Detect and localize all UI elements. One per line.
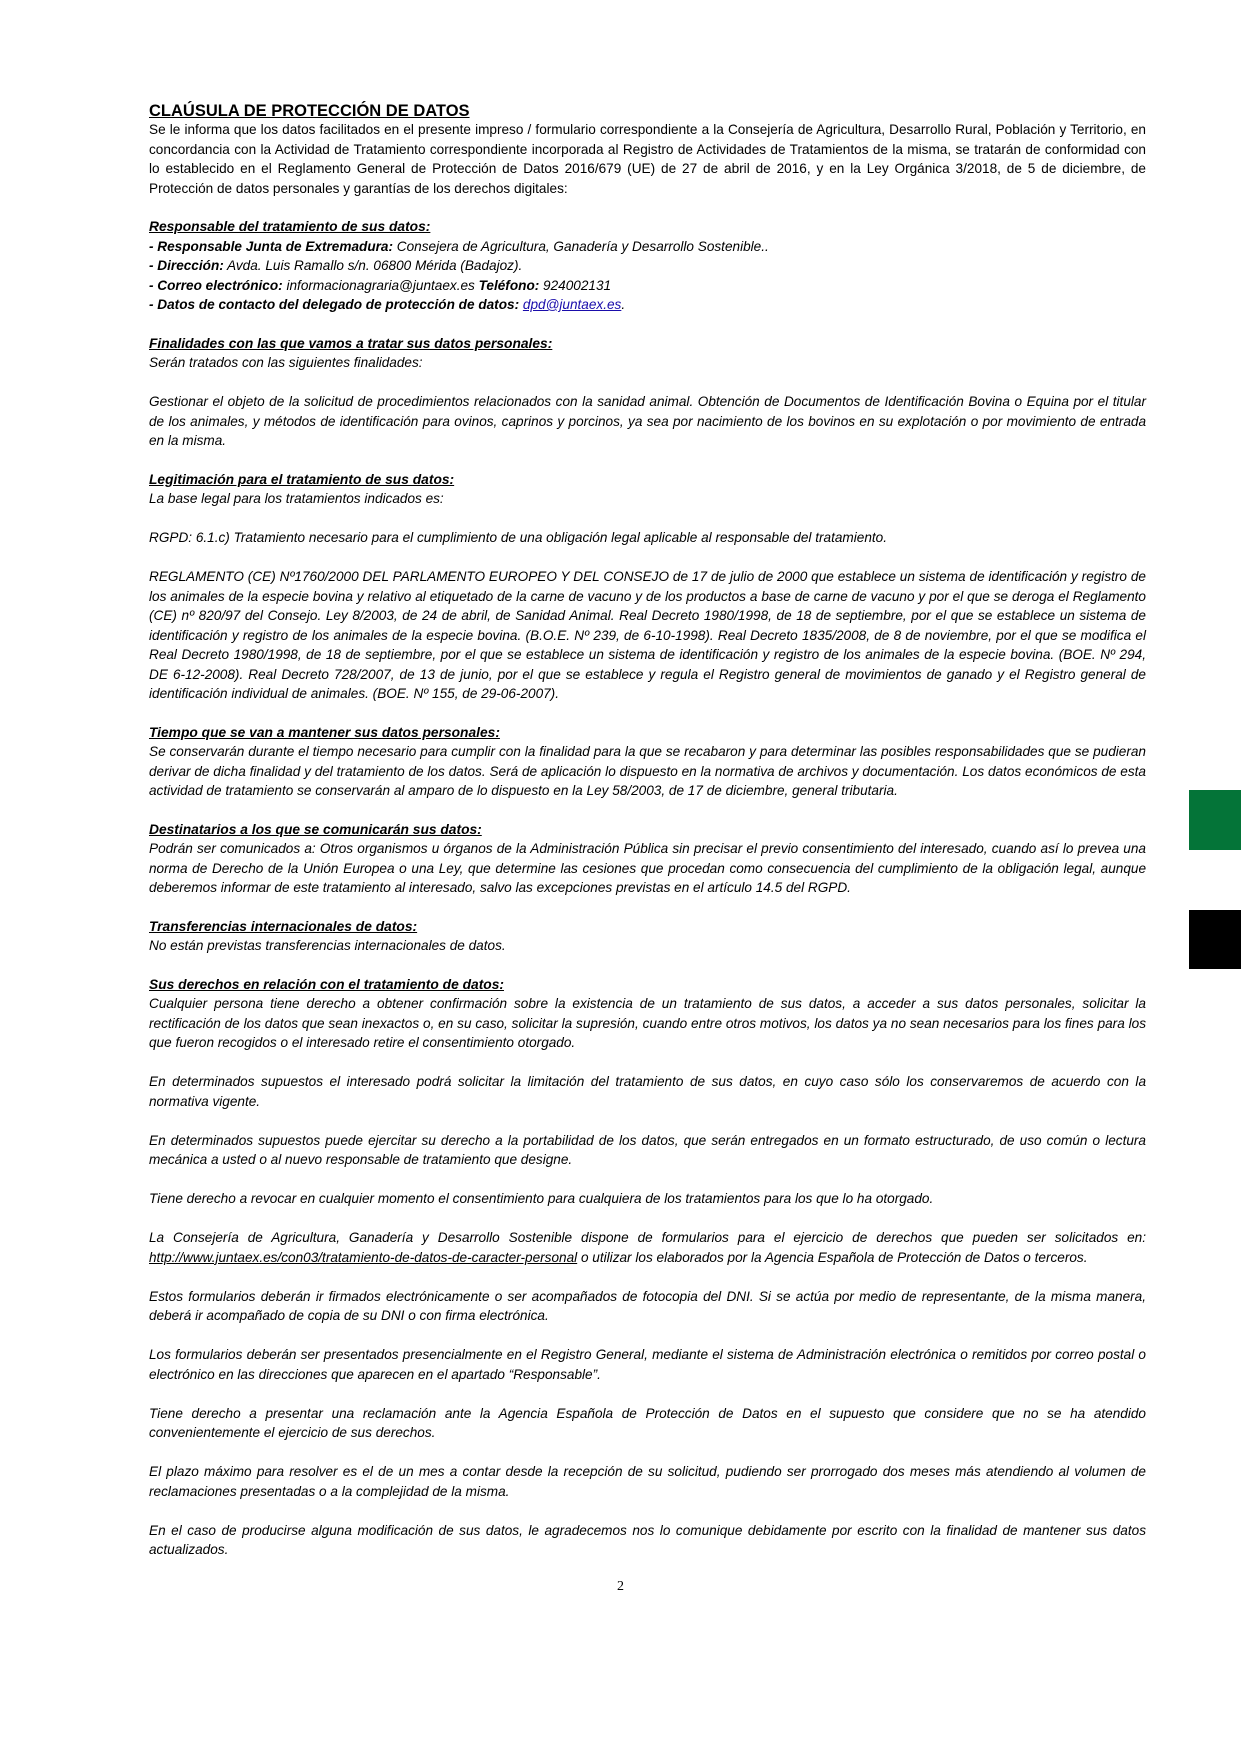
- dpd-end: .: [621, 297, 626, 312]
- derechos-p10: En el caso de producirse alguna modificación de sus datos, le agradecemos nos lo comunique debidamente por escrito con la finalidad de mantener sus datos actualizados.: [149, 1522, 1146, 1557]
- destinatarios-p1: Podrán ser comunicados a: Otros organismos u órganos de la Administración Pública sin precisar el previo consentimiento del interesado, cuando así lo prevea una norma de Derecho de la Unión Europea o una Ley, que determine las cesiones que procedan como consecuencia del cumplimiento de la obligación legal, aunque deberemos informar de este tratamiento al interesado, salvo las excepciones previstas en el artículo 14.5 del RGPD.: [149, 841, 1146, 895]
- section-heading-legitimacion: Legitimación para el tratamiento de sus datos:: [149, 471, 455, 487]
- derechos-p8: Tiene derecho a presentar una reclamación ante la Agencia Española de Protección de Datos en el supuesto que considere que no se ha atendido convenientemente el ejercicio de sus derechos.: [149, 1405, 1146, 1440]
- page-title: CLAÚSULA DE PROTECCIÓN DE DATOS: [149, 102, 470, 120]
- legitimacion-p1: La base legal para los tratamientos indicados es:: [149, 491, 444, 506]
- section-heading-derechos: Sus derechos en relación con el tratamiento de datos:: [149, 976, 504, 992]
- section-transferencias: [149, 917, 1146, 956]
- direccion-line: [149, 256, 1146, 276]
- tiempo-p1: Se conservarán durante el tiempo necesario para cumplir con la finalidad para la que se recabaron y para determinar las posibles responsabilidades que se pudieran derivar de dicha finalidad y del tratamiento de los datos. Será de aplicación lo dispuesto en la normativa de archivos y documentación. Los datos económicos de esta actividad de tratamiento se conservarán al amparo de lo dispuesto en la Ley 58/2003, de 17 de diciembre, general tributaria.: [149, 744, 1146, 798]
- document-page: [149, 102, 1146, 1560]
- section-heading-finalidades: Finalidades con las que vamos a tratar sus datos personales:: [149, 335, 553, 351]
- derechos-p3: En determinados supuestos puede ejercitar su derecho a la portabilidad de los datos, que serán entregados en un formato estructurado, de uso común o lectura mecánica a usted o al nuevo responsable de tratamiento que designe.: [149, 1132, 1146, 1167]
- derechos-p1: Cualquier persona tiene derecho a obtener confirmación sobre la existencia de un tratamiento de sus datos, a acceder a sus datos personales, solicitar la rectificación de los datos que sean inexactos o, en su caso, solicitar la supresión, cuando entre otros motivos, los datos ya no sean necesarios para los fines para los que fueron recogidos o el interesado retire el consentimiento otorgado.: [149, 996, 1146, 1050]
- derechos-p5-start: La Consejería de Agricultura, Ganadería y Desarrollo Sostenible dispone de formularios para el ejercicio de derechos que pueden ser solicitados en:: [149, 1230, 1146, 1245]
- derechos-p7: Los formularios deberán ser presentados presencialmente en el Registro General, mediante el sistema de Administración electrónica o remitidos por correo postal o electrónico en las direcciones que aparecen en el apartado “Responsable”.: [149, 1347, 1146, 1382]
- dpd-email-link[interactable]: dpd@juntaex.es: [522, 297, 622, 312]
- section-finalidades: [149, 334, 1146, 451]
- section-responsible: [149, 217, 1146, 315]
- section-heading-destinatarios: Destinatarios a los que se comunicarán sus datos:: [149, 821, 482, 837]
- derechos-p9: El plazo máximo para resolver es el de un mes a contar desde la recepción de su solicitud, pudiendo ser prorrogado dos meses más atendiendo al volumen de reclamaciones presentadas o a la complejidad de la misma.: [149, 1464, 1146, 1499]
- responsable-label: - Responsable Junta de Extremadura:: [149, 238, 393, 254]
- section-heading-transferencias: Transferencias internacionales de datos:: [149, 918, 418, 934]
- finalidades-p1: Serán tratados con las siguientes finalidades:: [149, 355, 423, 370]
- dpd-label: - Datos de contacto del delegado de protección de datos:: [149, 297, 520, 312]
- section-legitimacion: [149, 470, 1146, 704]
- direccion-value: Avda. Luis Ramallo s/n. 06800 Mérida (Badajoz).: [223, 258, 523, 273]
- derechos-forms-link[interactable]: http://www.juntaex.es/con03/tratamiento-de-datos-de-caracter-personal: [149, 1249, 578, 1265]
- finalidades-p2: Gestionar el objeto de la solicitud de procedimientos relacionados con la sanidad animal. Obtención de Documentos de Identificación Bovina o Equina por el titular de los animales, y métodos de identificación para ovinos, caprinos y porcinos, ya sea por nacimiento de los bovinos en su explotación o por movimiento de entrada en la misma.: [149, 394, 1146, 448]
- legitimacion-p2: RGPD: 6.1.c) Tratamiento necesario para el cumplimiento de una obligación legal aplicable al responsable del tratamiento.: [149, 530, 887, 545]
- derechos-p6: Estos formularios deberán ir firmados electrónicamente o ser acompañados de fotocopia del DNI. Si se actúa por medio de representante, de la misma manera, deberá ir acompañado de copia de su DNI o con firma electrónica.: [149, 1288, 1146, 1323]
- telefono-value: 924002131: [539, 277, 612, 293]
- responsable-value: Consejera de Agricultura, Ganadería y Desarrollo Sostenible..: [393, 238, 769, 254]
- section-destinatarios: [149, 820, 1146, 898]
- derechos-p5: [149, 1228, 1146, 1267]
- direccion-label: - Dirección:: [149, 258, 224, 273]
- page-number: 2: [617, 1579, 624, 1594]
- derechos-p2: En determinados supuestos el interesado podrá solicitar la limitación del tratamiento de sus datos, en cuyo caso sólo los conservaremos de acuerdo con la normativa vigente.: [149, 1074, 1146, 1109]
- intro-paragraph: Se le informa que los datos facilitados en el presente impreso / formulario correspondiente a la Consejería de Agricultura, Desarrollo Rural, Población y Territorio, en concordancia con la Actividad de Tratamiento correspondiente incorporada al Registro de Actividades de Tratamientos de la misma, se tratarán de conformidad con lo establecido en el Reglamento General de Protección de Datos 2016/679 (UE) de 27 de abril de 2016, y en la Ley Orgánica 3/2018, de 5 de diciembre, de Protección de datos personales y garantías de los derechos digitales:: [149, 122, 1146, 196]
- dpd-line: [149, 295, 1146, 315]
- legitimacion-p3: REGLAMENTO (CE) Nº1760/2000 DEL PARLAMENTO EUROPEO Y DEL CONSEJO de 17 de julio de 2000 que establece un sistema de identificación y registro de los animales de la especie bovina y relativo al etiquetado de la carne de vacuno y de los productos a base de carne de vacuno y por el que se deroga el Reglamento (CE) nº 820/97 del Consejo. Ley 8/2003, de 24 de abril, de Sanidad Animal. Real Decreto 1980/1998, de 18 de septiembre, por el que se establece un sistema de identificación y registro de los animales de la especie bovina. (B.O.E. Nº 239, de 6-10-1998). Real Decreto 1835/2008, de 8 de noviembre, por el que se modifica el Real Decreto 1980/1998, de 18 de septiembre, por el que se establece un sistema de identificación y registro de los animales de la especie bovina. (BOE. Nº 294, DE 6-12-2008). Real Decreto 728/2007, de 13 de junio, por el que se establece y regula el Registro general de movimientos de ganado y el Registro general de identificación individual de animales. (BOE. Nº 155, de 29-06-2007).: [149, 569, 1146, 701]
- correo-label: - Correo electrónico:: [149, 277, 283, 293]
- section-tiempo: [149, 723, 1146, 801]
- derechos-p4: Tiene derecho a revocar en cualquier momento el consentimiento para cualquiera de los tratamientos para los que lo ha otorgado.: [149, 1191, 934, 1206]
- black-edge-tab: [1189, 910, 1241, 969]
- correo-value: informacionagraria@juntaex.es: [282, 277, 479, 293]
- correo-line: [149, 276, 1146, 296]
- transferencias-p1: No están previstas transferencias internacionales de datos.: [149, 938, 506, 953]
- derechos-p5-end: o utilizar los elaborados por la Agencia Española de Protección de Datos o terceros.: [577, 1249, 1088, 1265]
- section-heading-tiempo: Tiempo que se van a mantener sus datos personales:: [149, 724, 500, 740]
- section-heading-responsible: Responsable del tratamiento de sus datos:: [149, 219, 431, 234]
- responsable-line: [149, 237, 1146, 257]
- green-edge-tab: [1189, 790, 1241, 850]
- section-derechos: [149, 975, 1146, 1560]
- telefono-label: Teléfono:: [478, 277, 540, 293]
